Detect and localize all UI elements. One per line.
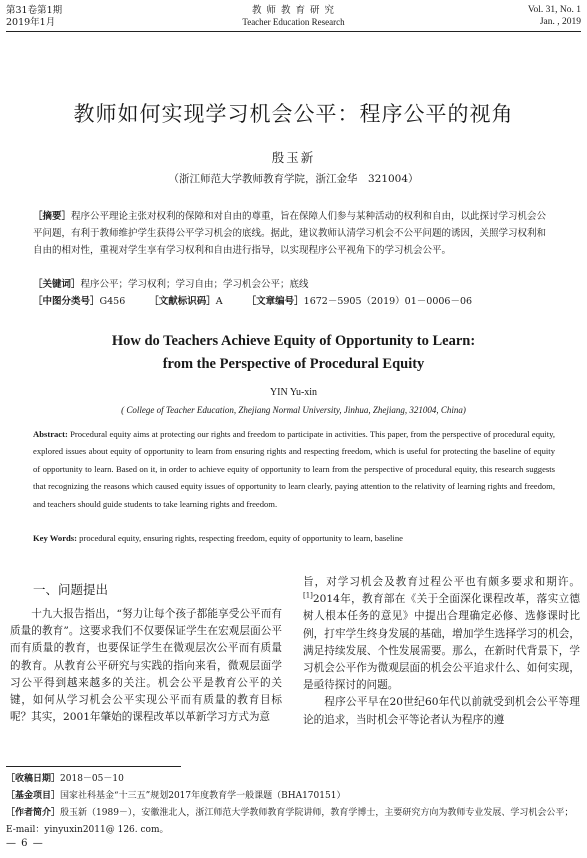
page-number: — 6 — (6, 838, 44, 849)
body-column-left (10, 606, 282, 726)
body-column-right (303, 574, 580, 729)
footnote-fund (6, 788, 580, 805)
body-paragraph (303, 574, 580, 694)
body-text: 2014年，教育部在《关于全面深化课程改革，落实立德树人根本任务的意见》中提出合理确定必修、选修课时比例，打牢学生终身发展的基础，增加学生选择学习的机会，满足持续发展、个性发展需要。那么，在新时代背景下，学习机会公平作为微观层面的机会公平追求什么、如何实现，是亟待探讨的问题。 (303, 593, 580, 692)
received-label: ［收稿日期］ (6, 774, 61, 784)
body-paragraph: 十九大报告指出，“努力让每个孩子都能享受公平而有质量的教育”。这要求我们不仅要保证学生在宏观层面公平而有质量的教育，也要保证学生在微观层次公平而有质量的教育。从教育公平研究与实践的指向来看，微观层面学习公平得到越来越多的关注。机会公平是教育公平的关键，如何从学习机会公平实现公平而有质量的教育目标呢？其实，2001年肇始的课程改革以革新学习方式为意 (10, 608, 282, 724)
keywords-en-label: Key Words: (33, 533, 78, 543)
citation-ref: [1] (303, 591, 313, 600)
article-title-en-line1: How do Teachers Achieve Equity of Opportunity to Learn: (111, 333, 476, 349)
abstract-en (33, 426, 555, 513)
article-number-value: 1672－5905（2019）01－0006－06 (303, 296, 473, 307)
footnotes (6, 771, 580, 839)
author-name-cn: 殷玉新 (271, 150, 316, 165)
abstract-en-text: Procedural equity aims at protecting our rights and freedom to participate in activities. This paper, from the perspective of procedural equity, explored issues about equity of opportunity to learn from ensuring rights and respecting freedom, which is useful for protecting the baseline of equity of opportunity to learn. Based on it, in order to achieve equity of opportunity to learn from the perspective of procedural equity, this research suggests that recognizing the reasons which caused equity issues of opportunity to learn clearly, paying attention to the relativity of learning rights and freedom, and teachers should guide students to take learning rights and freedom. (33, 429, 555, 509)
body-text: 旨，对学习机会及教育过程公平也有颇多要求和期许。 (303, 576, 580, 588)
keywords-cn-label: ［关键词］ (33, 279, 81, 290)
journal-name-en: Teacher Education Research (242, 17, 345, 27)
doc-code-value: A (215, 296, 223, 307)
fund-label: ［基金项目］ (6, 791, 61, 801)
journal-volume: 第31卷第1期 (6, 5, 63, 16)
article-title-en-line2: from the Perspective of Procedural Equity (162, 356, 425, 372)
journal-date: 2019年1月 (6, 17, 56, 28)
bio-label: ［作者简介］ (6, 808, 61, 818)
author-affiliation-en: ( College of Teacher Education, Zhejiang Normal University, Jinhua, Zhejiang, 321004, China) (121, 405, 466, 415)
author-name-en: YIN Yu-xin (269, 387, 318, 398)
section-heading: 一、问题提出 (33, 582, 109, 597)
clc-label: ［中图分类号］ (33, 296, 100, 307)
abstract-cn (33, 208, 555, 259)
keywords-en-text: procedural equity, ensuring rights, respecting freedom, equity of opportunity to learn, baseline (79, 533, 403, 543)
footnote-rule (6, 766, 181, 767)
classification-line (33, 293, 555, 310)
keywords-cn-text: 程序公平；学习权利；学习自由；学习机会公平；底线 (80, 279, 309, 290)
received-value: 2018－05－10 (60, 774, 124, 784)
article-title-cn: 教师如何实现学习机会公平：程序公平的视角 (73, 102, 514, 126)
abstract-cn-label: ［摘要］ (33, 211, 72, 222)
journal-date-en: Jan. , 2019 (539, 17, 581, 27)
journal-name-cn: 教 师 教 育 研 究 (251, 5, 336, 16)
bio-value: 殷玉新（1989－），安徽淮北人，浙江师范大学教师教育学院讲师，教育学博士，主要研究方向为教师专业发展、学习机会公平；E-mail：yinyuxin2011@ 126. com。 (6, 808, 574, 835)
footnote-received (6, 771, 580, 788)
body-paragraph: 程序公平早在20世纪60年代以前就受到机会公平等理论的追求，当时机会平等论者认为程序的遵 (303, 696, 580, 726)
author-affiliation-cn: （浙江师范大学教师教育学院，浙江金华 321004） (168, 173, 419, 185)
abstract-en-label: Abstract: (33, 429, 68, 439)
fund-value: 国家社科基金“十三五”规划2017年度教育学一般课题（BHA170151） (60, 791, 346, 801)
keywords-en (33, 531, 555, 546)
keywords-cn (33, 276, 555, 293)
clc-value: G456 (99, 296, 126, 307)
journal-volume-en: Vol. 31, No. 1 (527, 5, 581, 15)
doc-code-label: ［文献标识码］ (149, 296, 216, 307)
footnote-bio (6, 805, 580, 839)
article-number-label: ［文章编号］ (246, 296, 304, 307)
abstract-cn-text: 程序公平理论主张对权利的保障和对自由的尊重，旨在保障人们参与某种活动的权利和自由，以此探讨学习机会公平问题，有利于教师维护学生获得公平学习机会的底线。据此，建议教师认清学习机会不公平问题的诱因，关照学习权利和自由的相对性，重视对学生享有学习权利和自由进行指导，以实现程序公平视角下的学习机会公平。 (33, 211, 547, 256)
header-rule (6, 31, 581, 32)
